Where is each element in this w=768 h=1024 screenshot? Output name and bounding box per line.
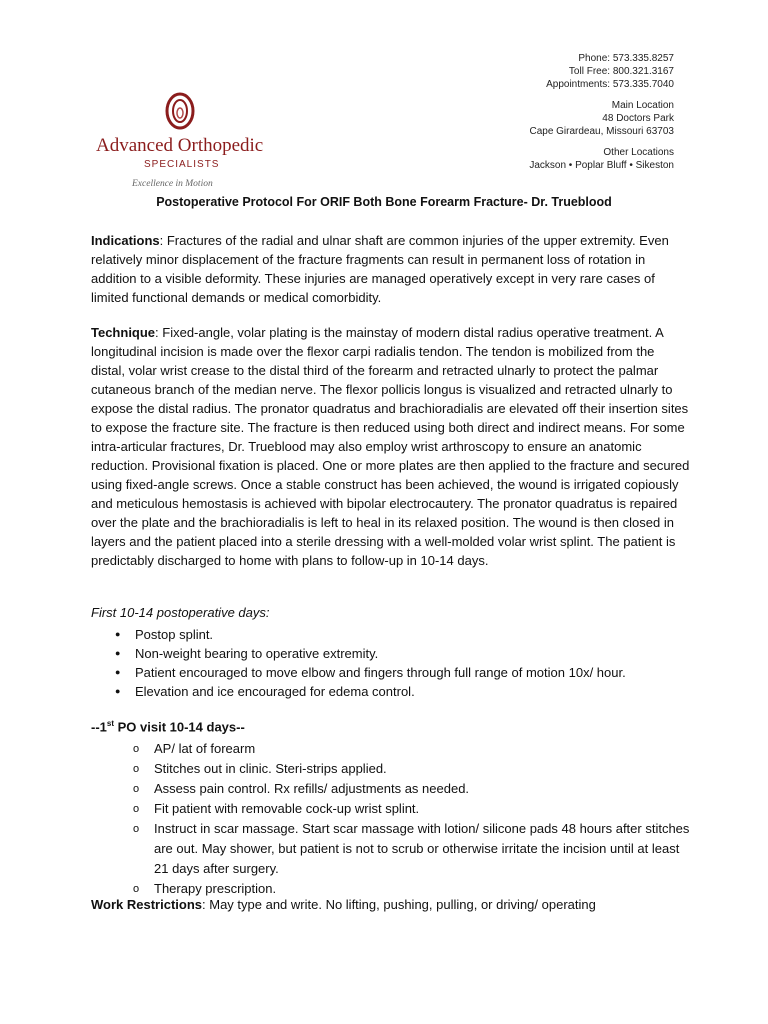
toll-free-number: Toll Free: 800.321.3167 <box>568 66 674 77</box>
phone-number: Phone: 573.335.8257 <box>578 53 674 64</box>
list-item: ● Elevation and ice encouraged for edema control. <box>115 682 626 701</box>
document-title: Postoperative Protocol For ORIF Both Bone Forearm Fracture- Dr. Trueblood <box>156 195 612 209</box>
visit-prefix: --1 <box>91 719 107 735</box>
list-item: o Therapy prescription. <box>133 879 693 899</box>
first-days-list <box>115 625 626 701</box>
work-restrictions <box>91 897 596 912</box>
technique-paragraph <box>91 323 691 570</box>
company-logo <box>96 90 271 192</box>
appointments-number: Appointments: 573.335.7040 <box>546 79 674 90</box>
list-item: ● Non-weight bearing to operative extremity. <box>115 644 626 663</box>
other-locations-list: Jackson • Poplar Bluff • Sikeston <box>529 160 674 171</box>
work-restrictions-text: : May type and write. No lifting, pushing, pulling, or driving/ operating <box>202 897 596 912</box>
indications-text: : Fractures of the radial and ulnar shaft are common injuries of the upper extremity. Even relatively minor displacement of the fracture fragments can result in permanent loss of rotation in addition to a visible deformity. These injuries are managed operatively except in very rare cases of limited functional demands or medical comorbidity. <box>91 233 669 305</box>
first-visit-list <box>133 739 693 899</box>
first-days-heading: First 10-14 postoperative days: <box>91 605 270 620</box>
indications-paragraph <box>91 231 691 307</box>
list-item: ● Postop splint. <box>115 625 626 644</box>
phone-group <box>529 52 674 91</box>
list-item: o Assess pain control. Rx refills/ adjustments as needed. <box>133 779 693 799</box>
technique-label: Technique <box>91 325 156 340</box>
indications-label: Indications <box>91 233 160 248</box>
list-item: ● Patient encouraged to move elbow and fingers through full range of motion 10x/ hour. <box>115 663 626 682</box>
list-item: o Stitches out in clinic. Steri-strips applied. <box>133 759 693 779</box>
list-item: o Instruct in scar massage. Start scar massage with lotion/ silicone pads 48 hours after stitches are out. May shower, but patient is not to scrub or otherwise irritate the incision until at least 21 days after surgery. <box>133 819 693 879</box>
contact-block <box>529 52 674 180</box>
visit-suffix: PO visit 10-14 days-- <box>114 719 245 735</box>
main-street: 48 Doctors Park <box>602 113 674 124</box>
other-locations-group <box>529 146 674 172</box>
first-visit-heading <box>91 719 245 734</box>
company-subname: SPECIALISTS <box>144 159 220 170</box>
visit-superscript: st <box>106 719 115 728</box>
logo-swirl-icon <box>156 90 204 132</box>
list-item: o Fit patient with removable cock-up wrist splint. <box>133 799 693 819</box>
main-city: Cape Girardeau, Missouri 63703 <box>529 126 674 137</box>
work-restrictions-label: Work Restrictions <box>91 897 203 912</box>
technique-text: : Fixed-angle, volar plating is the mainstay of modern distal radius operative treatment. A longitudinal incision is made over the flexor carpi radialis tendon. The tendon is mobilized from the distal, volar wrist crease to the distal third of the forearm and retracted ulnarly to protect the palmar cutaneous branch of the median nerve. The flexor pollicis longus is visualized and retracted ulnarly to expose the distal radius. The pronator quadratus and brachioradialis are elevated off their insertion sites to expose the fracture site. The fracture is then reduced using both direct and indirect means. For some intra-articular fractures, Dr. Trueblood may also employ wrist arthroscopy to ensure an anatomic reduction. Provisional fixation is placed. One or more plates are then applied to the fracture and secured using fixed-angle screws. Once a stable construct has been achieved, the wound is irrigated copiously and meticulous hemostasis is achieved with bipolar electrocautery. The pronator quadratus is repaired over the plate and the brachioradialis is left to heal in its relaxed position. The wound is then closed in layers and the patient placed into a sterile dressing with a well-molded volar wrist splint. The patient is predictably discharged to home with plans to follow-up in 10-14 days. <box>91 325 690 568</box>
company-name: Advanced Orthopedic <box>96 135 264 156</box>
main-location-group <box>529 99 674 138</box>
list-item: o AP/ lat of forearm <box>133 739 693 759</box>
main-location-label: Main Location <box>611 100 674 111</box>
other-locations-label: Other Locations <box>603 147 674 158</box>
company-tagline: Excellence in Motion <box>132 179 213 189</box>
